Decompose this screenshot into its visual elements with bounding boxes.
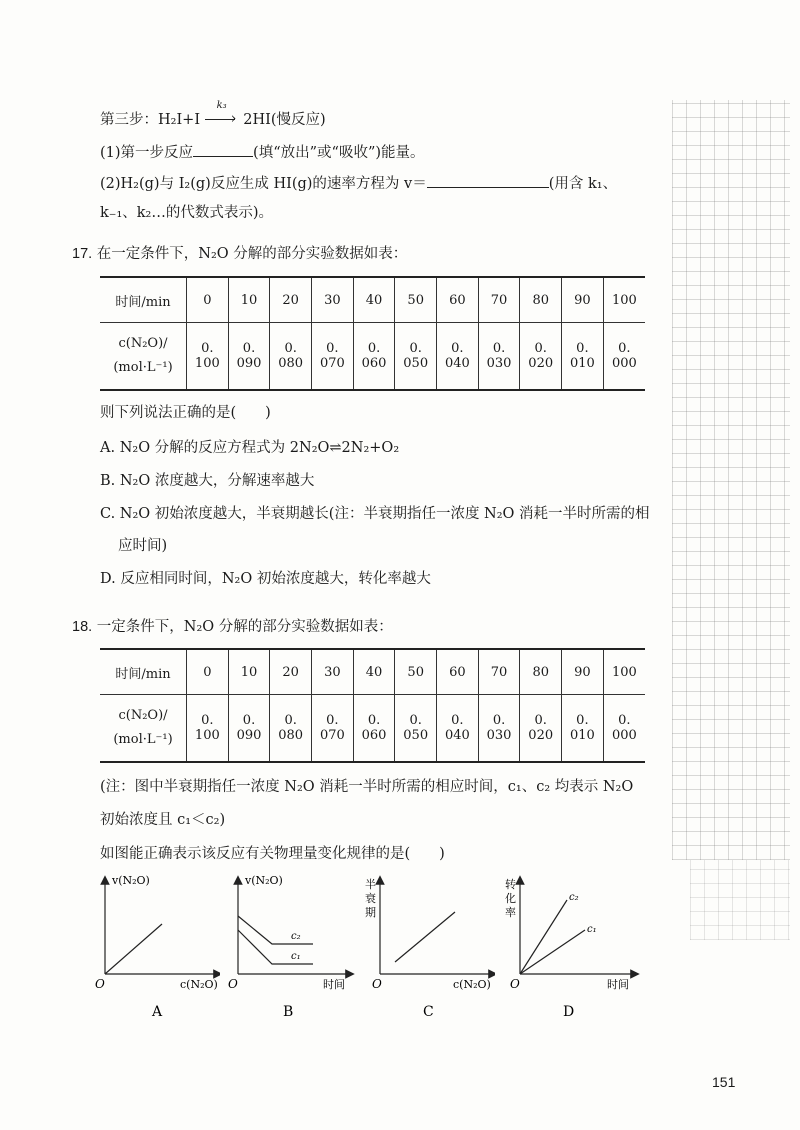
page-number: 151: [712, 1074, 736, 1090]
y-axis-label-char: 化: [505, 892, 516, 905]
curve-c1-label: c₁: [587, 924, 597, 935]
concentration-cell: 0. 070: [312, 323, 354, 391]
time-cell: 70: [478, 277, 520, 323]
graph-caption: A: [152, 1004, 163, 1020]
q17-stem: 在一定条件下，N₂O 分解的部分实验数据如表：: [96, 246, 408, 262]
time-cell: 40: [353, 649, 395, 695]
q17-prompt: 则下列说法正确的是( ): [100, 405, 271, 421]
q18-prompt: 如图能正确表示该反应有关物理量变化规律的是( ): [100, 846, 445, 862]
sub2-end: (用含 k₁、: [548, 176, 618, 192]
answer-blank-2[interactable]: [427, 173, 549, 188]
q17-option-c[interactable]: C. N₂O 初始浓度越大，半衰期越长(注：半衰期指任一浓度 N₂O 消耗一半时所需的相: [100, 506, 650, 522]
curve-line: [105, 924, 162, 974]
time-cell: 20: [270, 649, 312, 695]
graph-caption: D: [563, 1004, 575, 1020]
graph-c[interactable]: [365, 872, 495, 1022]
concentration-cell: 0. 060: [353, 323, 395, 391]
concentration-cell: 0. 020: [520, 695, 562, 763]
concentration-header: [100, 695, 187, 763]
step3-line: [100, 100, 326, 129]
time-cell: 0: [187, 649, 229, 695]
y-axis-label-char: 衰: [365, 892, 376, 905]
time-cell: 10: [228, 649, 270, 695]
q17-data-table: [100, 276, 645, 391]
graph-d[interactable]: [505, 872, 640, 1022]
margin-grid-lower: [690, 860, 790, 940]
origin-label: O: [228, 977, 238, 991]
q17-number: 17.: [72, 246, 93, 262]
time-cell: 60: [437, 649, 479, 695]
q18-stem: 一定条件下，N₂O 分解的部分实验数据如表：: [96, 619, 393, 635]
table-row-concentration: [100, 323, 645, 391]
graph-a[interactable]: [90, 872, 220, 1022]
concentration-cell: 0. 060: [353, 695, 395, 763]
curve-c1: [520, 930, 585, 974]
table-row-time: [100, 649, 645, 695]
concentration-cell: 0. 010: [562, 323, 604, 391]
concentration-header: [100, 323, 187, 391]
concentration-cell: 0. 030: [478, 695, 520, 763]
y-axis-label: v(N₂O): [112, 874, 150, 887]
q17-option-c-cont: 应时间): [118, 538, 168, 554]
sub1-end: (填“放出”或“吸收”)能量。: [253, 145, 425, 161]
answer-blank-1[interactable]: [193, 142, 253, 157]
time-cell: 50: [395, 277, 437, 323]
time-cell: 100: [603, 649, 645, 695]
reaction-arrow: k₃ ›: [205, 112, 239, 128]
time-cell: 40: [353, 277, 395, 323]
y-axis-label-char: 率: [505, 906, 516, 919]
q17-option-a[interactable]: A. N₂O 分解的反应方程式为 2N₂O⇌2N₂+O₂: [100, 440, 400, 456]
x-axis-label: c(N₂O): [180, 978, 218, 991]
sub-question-2: [100, 172, 617, 193]
sub1-start: (1)第一步反应: [100, 145, 194, 161]
time-cell: 20: [270, 277, 312, 323]
q18-number: 18.: [72, 619, 93, 635]
time-cell: 90: [562, 649, 604, 695]
origin-label: O: [510, 977, 520, 991]
time-cell: 100: [603, 277, 645, 323]
rate-constant-k3: k₃: [216, 100, 227, 111]
concentration-cell: 0. 090: [228, 695, 270, 763]
origin-label: O: [372, 977, 382, 991]
concentration-header-line1: c(N₂O)/: [118, 708, 168, 723]
q18-note-line2: 初始浓度且 c₁＜c₂): [100, 812, 226, 828]
origin-label: O: [95, 977, 105, 991]
time-cell: 10: [228, 277, 270, 323]
curve-c2-label: c₂: [291, 931, 301, 942]
concentration-cell: 0. 040: [437, 695, 479, 763]
time-cell: 50: [395, 649, 437, 695]
graph-caption: B: [283, 1004, 294, 1020]
time-cell: 80: [520, 277, 562, 323]
curve-c2: [520, 900, 567, 974]
curve-c2-label: c₂: [569, 892, 579, 903]
concentration-cell: 0. 040: [437, 323, 479, 391]
time-cell: 90: [562, 277, 604, 323]
curve-c1: [238, 930, 313, 964]
curve-line: [395, 912, 455, 962]
curve-c1-label: c₁: [291, 951, 301, 962]
concentration-cell: 0. 050: [395, 695, 437, 763]
table-row-time: [100, 277, 645, 323]
concentration-cell: 0. 080: [270, 323, 312, 391]
concentration-cell: 0. 030: [478, 323, 520, 391]
q17-option-b[interactable]: B. N₂O 浓度越大，分解速率越大: [100, 473, 315, 489]
time-cell: 60: [437, 277, 479, 323]
time-header: 时间/min: [100, 649, 187, 695]
y-axis-label-char: 期: [365, 906, 376, 919]
margin-grid: [672, 100, 790, 860]
concentration-cell: 0. 020: [520, 323, 562, 391]
y-axis-label: v(N₂O): [245, 874, 283, 887]
q18-note-line1: (注：图中半衰期指任一浓度 N₂O 消耗一半时所需的相应时间，c₁、c₂ 均表示 N₂O: [100, 779, 634, 795]
concentration-cell: 0. 090: [228, 323, 270, 391]
concentration-cell: 0. 000: [603, 323, 645, 391]
time-cell: 70: [478, 649, 520, 695]
concentration-cell: 0. 050: [395, 323, 437, 391]
q18-stem-line: [72, 615, 393, 636]
sub2-line2: k₋₁、k₂…的代数式表示)。: [100, 205, 274, 221]
time-cell: 30: [312, 277, 354, 323]
x-axis-label: 时间: [607, 978, 629, 991]
sub-question-1: [100, 141, 425, 162]
concentration-header-line2: (mol·L⁻¹): [113, 732, 173, 747]
concentration-cell: 0. 010: [562, 695, 604, 763]
step3-prefix: 第三步：H₂I+I: [100, 112, 201, 128]
y-axis-label-char: 半: [365, 878, 376, 891]
concentration-cell: 0. 000: [603, 695, 645, 763]
concentration-header-line1: c(N₂O)/: [118, 336, 168, 351]
q17-option-d[interactable]: D. 反应相同时间，N₂O 初始浓度越大，转化率越大: [100, 571, 431, 587]
table-row-concentration: [100, 695, 645, 763]
time-cell: 30: [312, 649, 354, 695]
concentration-cell: 0. 100: [187, 695, 229, 763]
x-axis-label: 时间: [323, 978, 345, 991]
time-cell: 0: [187, 277, 229, 323]
concentration-header-line2: (mol·L⁻¹): [113, 360, 173, 375]
curve-c2: [238, 916, 313, 944]
time-header: 时间/min: [100, 277, 187, 323]
concentration-cell: 0. 070: [312, 695, 354, 763]
concentration-cell: 0. 100: [187, 323, 229, 391]
concentration-cell: 0. 080: [270, 695, 312, 763]
q18-data-table: [100, 648, 645, 763]
sub2-start: (2)H₂(g)与 I₂(g)反应生成 HI(g)的速率方程为 v＝: [100, 176, 427, 192]
graph-caption: C: [423, 1004, 434, 1020]
step3-product: 2HI(慢反应): [243, 112, 326, 128]
time-cell: 80: [520, 649, 562, 695]
graph-b[interactable]: [225, 872, 355, 1022]
y-axis-label-char: 转: [505, 878, 516, 891]
q17-stem-line: [72, 242, 407, 263]
x-axis-label: c(N₂O): [453, 978, 491, 991]
